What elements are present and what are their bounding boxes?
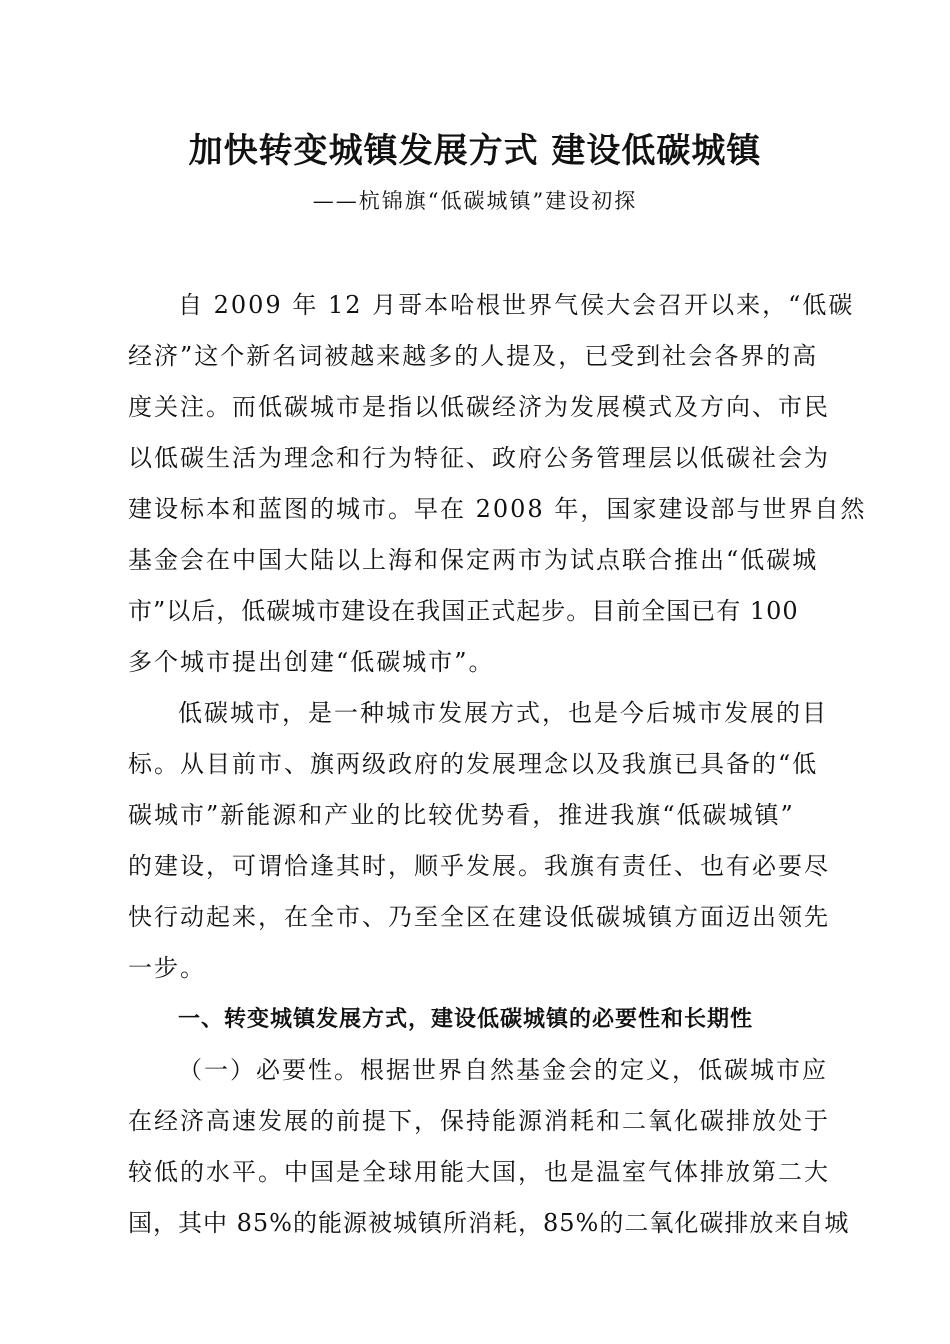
paragraph-line: 基金会在中国大陆以上海和保定两市为试点联合推出“低碳城 <box>128 546 819 574</box>
paragraph-line: 低碳城市，是一种城市发展方式，也是今后城市发展的目 <box>178 699 828 727</box>
paragraph-line: 经济”这个新名词被越来越多的人提及，已受到社会各界的高 <box>128 342 819 370</box>
paragraph-line: 国，其中 85%的能源被城镇所消耗，85%的二氧化碳排放来自城 <box>128 1209 850 1237</box>
paragraph-line: 标。从目前市、旗两级政府的发展理念以及我旗已具备的“低 <box>128 750 819 778</box>
paragraph-line: 碳城市”新能源和产业的比较优势看，推进我旗“低碳城镇” <box>128 801 795 829</box>
paragraph-line: 的建设，可谓恰逢其时，顺乎发展。我旗有责任、也有必要尽 <box>128 852 830 880</box>
paragraph-line: 度关注。而低碳城市是指以低碳经济为发展模式及方向、市民 <box>128 393 830 421</box>
paragraph-line: 快行动起来，在全市、乃至全区在建设低碳城镇方面迈出领先 <box>128 903 830 931</box>
document-subtitle: ——杭锦旗“低碳城镇”建设初探 <box>312 189 638 213</box>
paragraph-line: 市”以后，低碳城市建设在我国正式起步。目前全国已有 100 <box>128 597 799 625</box>
paragraph-line: 多个城市提出创建“低碳城市”。 <box>128 648 495 676</box>
paragraph-line: 一步。 <box>128 954 206 982</box>
paragraph-line: 自 2009 年 12 月哥本哈根世界气侯大会召开以来，“低碳 <box>178 291 855 319</box>
paragraph-line: 较低的水平。中国是全球用能大国，也是温室气体排放第二大 <box>128 1158 830 1186</box>
document-body <box>128 280 867 1249</box>
paragraph-line: 在经济高速发展的前提下，保持能源消耗和二氧化碳排放处于 <box>128 1107 830 1135</box>
paragraph-line: 以低碳生活为理念和行为特征、政府公务管理层以低碳社会为 <box>128 444 830 472</box>
paragraph-line: 建设标本和蓝图的城市。早在 2008 年，国家建设部与世界自然 <box>128 495 867 523</box>
section-heading: 一、转变城镇发展方式，建设低碳城镇的必要性和长期性 <box>178 1007 754 1032</box>
paragraph-line: （一）必要性。根据世界自然基金会的定义，低碳城市应 <box>178 1056 828 1084</box>
document-title: 加快转变城镇发展方式 建设低碳城镇 <box>188 131 762 171</box>
